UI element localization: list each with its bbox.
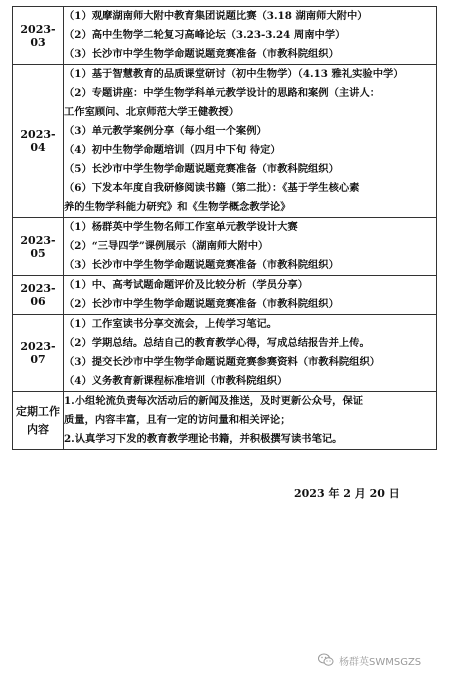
month-cell: 2023-05 <box>13 218 64 276</box>
list-item: （1）基于智慧教育的品质课堂研讨（初中生物学）（4.13 雅礼实验中学） <box>64 68 404 80</box>
items-cell <box>64 65 437 218</box>
list-item-line: 工作室顾问、北京师范大学王健教授） <box>64 106 240 118</box>
list-item: （1）工作室读书分享交流会，上传学习笔记。 <box>64 318 278 330</box>
duty-item-line: 质量，内容丰富，且有一定的访问量和相关评论； <box>64 414 291 426</box>
list-item <box>64 179 436 217</box>
list-item: （4）义务教育新课程标准培训（市教科院组织） <box>64 375 288 387</box>
month-cell: 2023-06 <box>13 276 64 315</box>
items-cell <box>64 315 437 392</box>
duty-row <box>13 392 437 450</box>
duty-items-cell <box>64 392 437 450</box>
list-item: （2）高中生物学二轮复习高峰论坛（3.23-3.24 周南中学） <box>64 29 346 41</box>
list-item: （1）杨群英中学生物名师工作室单元教学设计大赛 <box>64 221 298 233</box>
document-date: 2023 年 2 月 20 日 <box>294 487 400 500</box>
list-item: （5）长沙市中学生物学命题说题竞赛准备（市教科院组织） <box>64 163 339 175</box>
list-item: （1）观摩湖南师大附中教育集团说题比赛（3.18 湖南师大附中） <box>64 10 368 22</box>
month-cell: 2023-03 <box>13 7 64 65</box>
duty-label-cell <box>13 392 64 450</box>
duty-label: 定期工作内容 <box>16 404 60 436</box>
watermark-text: 杨群英SWMSGZS <box>339 656 422 668</box>
list-item: （2）学期总结。总结自己的教育教学心得，写成总结报告并上传。 <box>64 337 370 349</box>
list-item: （4）初中生物学命题培训（四月中下旬 待定） <box>64 144 281 156</box>
items-cell <box>64 276 437 315</box>
list-item: （3）长沙市中学生物学命题说题竞赛准备（市教科院组织） <box>64 259 339 271</box>
month-cell: 2023-07 <box>13 315 64 392</box>
list-item-line: 养的生物学科能力研究》和《生物学概念教学论》 <box>64 201 291 213</box>
list-item <box>64 84 436 122</box>
schedule-row <box>13 315 437 392</box>
schedule-row <box>13 218 437 276</box>
items-cell <box>64 218 437 276</box>
schedule-row <box>13 276 437 315</box>
duty-item-line: 1.小组轮流负责每次活动后的新闻及推送，及时更新公众号，保证 <box>64 395 364 407</box>
items-cell <box>64 7 437 65</box>
schedule-table <box>12 6 437 450</box>
list-item: （3）提交长沙市中学生物学命题说题竞赛参赛资料（市教科院组织） <box>64 356 381 368</box>
list-item-line: （6）下发本年度自我研修阅读书籍（第二批）：《基于学生核心素 <box>64 182 360 194</box>
schedule-row <box>13 65 437 218</box>
list-item: （2）长沙市中学生物学命题说题竞赛准备（市教科院组织） <box>64 298 339 310</box>
wechat-icon <box>318 653 334 667</box>
duty-item: 2.认真学习下发的教育教学理论书籍，并积极撰写读书笔记。 <box>64 433 343 445</box>
schedule-row <box>13 7 437 65</box>
list-item: （1）中、高考试题命题评价及比较分析（学员分享） <box>64 279 308 291</box>
list-item-line: （2）专题讲座：中学生物学科单元教学设计的思路和案例（主讲人： <box>64 87 381 99</box>
watermark <box>318 651 421 669</box>
duty-item <box>64 392 436 430</box>
month-cell: 2023-04 <box>13 65 64 218</box>
list-item: （2）“三导四学”课例展示（湖南师大附中） <box>64 240 269 252</box>
list-item: （3）单元教学案例分享（每小组一个案例） <box>64 125 267 137</box>
list-item: （3）长沙市中学生物学命题说题竞赛准备（市教科院组织） <box>64 48 339 60</box>
